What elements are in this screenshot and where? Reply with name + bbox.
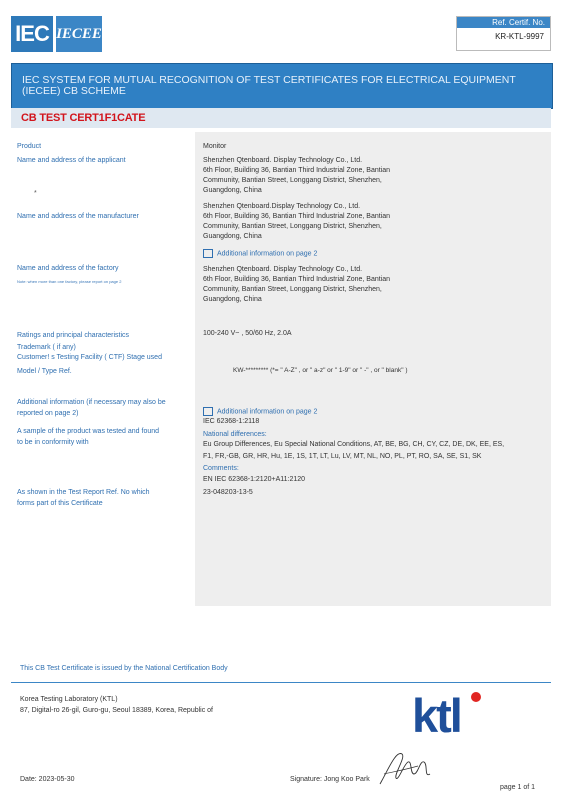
value-standard: IEC 62368-1:2118 [203,418,260,425]
manufacturer-line3: Community, Bantian Street, Longgang District, Shenzhen, [203,223,382,230]
factory-line2: 6th Floor, Building 36, Bantian Third Industrial Zone, Bantian [203,276,391,283]
scheme-band [11,63,553,109]
additional-info-text-2: Additional information on page 2 [217,408,318,416]
handwritten-signature [374,744,434,792]
label-factory-note: Note: when more than one factory, please report on page 2 [17,279,122,284]
ktl-logo-dot [471,692,481,702]
applicant-mark: * [34,190,37,197]
comments-label: Comments: [203,465,239,472]
scheme-title-line2: (IECEE) CB SCHEME [22,85,126,97]
iec-logo: IEC [11,16,53,52]
signature-line: Signature: Jong Koo Park [290,776,370,783]
label-sample-2: to be in conformity with [17,439,89,446]
ktl-logo: ktl [412,689,461,742]
footer-divider [11,682,551,683]
label-factory: Name and address of the factory [17,265,119,272]
label-ctf: Customer! s Testing Facility ( CTF) Stage used [17,354,162,361]
checkbox-icon [203,249,213,258]
factory-line4: Guangdong, China [203,296,262,303]
label-product: Product [17,143,42,150]
value-ratings: 100-240 V~ , 50/60 Hz, 2.0A [203,330,292,337]
issue-date: Date: 2023-05-30 [20,776,75,783]
manufacturer-line1: Shenzhen Qtenboard.Display Technology Co., Ltd. [203,203,361,210]
factory-line1: Shenzhen Qtenboard. Display Technology Co., Ltd. [203,266,363,273]
factory-line3: Community, Bantian Street, Longgang District, Shenzhen, [203,286,382,293]
lab-address: 87, Digital-ro 26-gil, Guro-gu, Seoul 18389, Korea, Republic of [20,707,213,714]
issuing-statement: This CB Test Certificate is issued by the National Certification Body [20,665,228,672]
value-model: KW-********* (*= " A-Z" , or " a-z" or " 1-9" or " -" , or " blank" ) [233,367,408,374]
checkbox-icon [203,407,213,416]
additional-info-text: Additional information on page 2 [217,250,318,258]
national-differences-line2: F1, FR,-GB, GR, HR, Hu, 1E, 1S, 1T, LT, Lu, LV, MT, NL, NO, PL, PT, RO, SA, SE, S1, SK [203,453,482,460]
scheme-title-line1: IEC SYSTEM FOR MUTUAL RECOGNITION OF TEST CERTIFICATES FOR ELECTRICAL EQUIPMENT [22,74,516,86]
manufacturer-line2: 6th Floor, Building 36, Bantian Third Industrial Zone, Bantian [203,213,391,220]
title-row [11,108,551,128]
label-trademark: Trademark ( if any) [17,344,76,351]
ref-label: Ref. Certif. No. [457,17,550,28]
additional-info-checkbox-row-2 [203,407,317,416]
applicant-line2: 6th Floor, Building 36, Bantian Third Industrial Zone, Bantian [203,167,391,174]
page-number: page 1 of 1 [500,784,536,791]
certificate-page [8,6,548,792]
test-report-number: 23-048203-13-5 [203,489,253,496]
label-report-2: forms part of this Certificate [17,500,103,507]
certificate-title: CB TEST CERT1F1CATE [21,112,146,124]
label-report-1: As shown in the Test Report Ref. No which [17,489,150,496]
lab-block [20,694,213,716]
manufacturer-line4: Guangdong, China [203,233,262,240]
label-manufacturer: Name and address of the manufacturer [17,213,139,220]
ref-certificate-box [456,16,551,51]
label-model: Model / Type Ref. [17,368,72,375]
label-additional-1: Additional information (if necessary may also be [17,399,166,406]
applicant-line1: Shenzhen Qtenboard. Display Technology Co., Ltd. [203,157,363,164]
label-applicant: Name and address of the applicant [17,157,126,164]
applicant-line3: Community, Bantian Street, Longgang District, Shenzhen, [203,177,382,184]
lab-name: Korea Testing Laboratory (KTL) [20,696,118,703]
iecee-logo: IECEE [56,16,102,52]
value-product: Monitor [203,143,227,150]
label-sample-1: A sample of the product was tested and found [17,428,160,435]
additional-info-checkbox-row [203,249,317,258]
comments-value: EN IEC 62368-1:2120+A11:2120 [203,476,306,483]
label-additional-2: reported on page 2) [17,410,79,417]
applicant-line4: Guangdong, China [203,187,262,194]
label-ratings: Ratings and principal characteristics [17,332,130,339]
national-differences-label: National differences: [203,431,267,438]
ref-value: KR-KTL-9997 [495,32,544,41]
national-differences-line1: Eu Group Differences, Eu Special National Conditions, AT, BE, BG, CH, CY, CZ, DE, DK, EE, ES, [203,441,505,448]
